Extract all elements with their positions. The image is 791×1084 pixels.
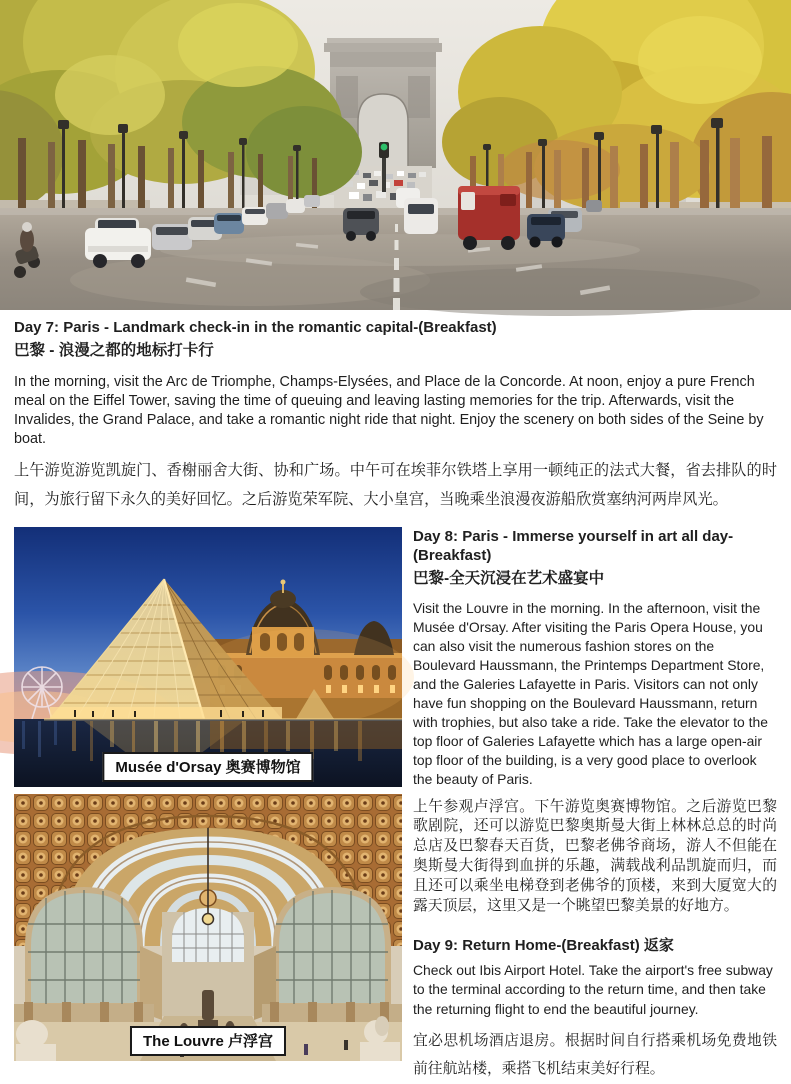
day9-title: Day 9: Return Home-(Breakfast) 返家	[413, 937, 674, 955]
orsay-interior-graphic	[14, 794, 402, 1061]
day7-paragraph-en: In the morning, visit the Arc de Triomphe, Champs-Elysées, and Place de la Concorde. At noon, enjoy a pure French meal on the Eiffel Tower, saving the time of queuing and leaving lasting memories for the trip. Afterwards, visit the Invalides, the Grand Palace, and take a romantic night ride that night. Enjoy the scenery on both sides of the Seine by boat.	[14, 373, 764, 448]
champs-elysees-photo	[0, 0, 791, 310]
day8-section	[413, 528, 777, 916]
day8-paragraph-en: Visit the Louvre in the morning. In the afternoon, visit the Musée d'Orsay. After visiting the Paris Opera House, you can also visit the numerous fashion stores on the Boulevard Haussmann, the Printemps Department Store, and the Galeries Lafayette in Paris. Visitors can not only have fun shopping on the Boulevard Haussmann, return with trophies, but also take a ride. Take the elevator to the top floor of Galeries Lafayette which has a large open-air top floor of the building, is a very good place to overlook the beauty of Paris.	[413, 600, 768, 787]
day9-paragraph-zh: 宜必思机场酒店退房。根据时间自行搭乘机场免费地铁前往航站楼，乘搭飞机结束美好行程。	[413, 1032, 777, 1078]
day7-title-zh: 巴黎 - 浪漫之都的地标打卡行	[14, 341, 214, 359]
day9-paragraph-en: Check out Ibis Airport Hotel. Take the airport's free subway to the terminal according to the return time, and then take the returning flight to end the beautiful journey.	[413, 962, 773, 1017]
orsay-interior-photo	[14, 794, 402, 1061]
louvre-pyramid-photo	[14, 527, 402, 787]
champs-elysees-graphic	[0, 0, 791, 310]
day8-paragraph-zh: 上午参观卢浮宫。下午游览奥赛博物馆。之后游览巴黎歌剧院，还可以游览巴黎奥斯曼大街上林林总总的时尚总店及巴黎春天百货，巴黎老佛爷商场，游人不但能在奥斯曼大街得到血拼的乐趣，满载战利品凯旋而归，而且还可以乘坐电梯登到老佛爷的顶楼，来到大厦宽大的露天顶层，这里又是一个眺望巴黎美景的好地方。	[413, 798, 777, 914]
day7-section	[14, 319, 777, 515]
louvre-pyramid-graphic	[14, 527, 402, 787]
day7-paragraph-zh: 上午游览游览凯旋门、香榭丽舍大街、协和广场。中午可在埃菲尔铁塔上享用一顿纯正的法式大餐，省去排队的时间，为旅行留下永久的美好回忆。之后游览荣军院、大小皇宫，当晚乘坐浪漫夜游船欣赏塞纳河两岸风光。	[14, 462, 777, 509]
photo-column	[14, 527, 402, 1083]
day8-title-zh: 巴黎-全天沉浸在艺术盛宴中	[413, 569, 605, 587]
day7-title-en: Day 7: Paris - Landmark check-in in the romantic capital-(Breakfast)	[14, 319, 497, 336]
day8-title-en: Day 8: Paris - Immerse yourself in art all day-(Breakfast)	[413, 528, 734, 564]
text-column	[413, 527, 777, 1083]
orsay-photo-caption: The Louvre 卢浮宫	[130, 1026, 286, 1056]
day9-section	[413, 937, 777, 1083]
pyramid-photo-caption: Musée d'Orsay 奥赛博物馆	[102, 752, 313, 782]
